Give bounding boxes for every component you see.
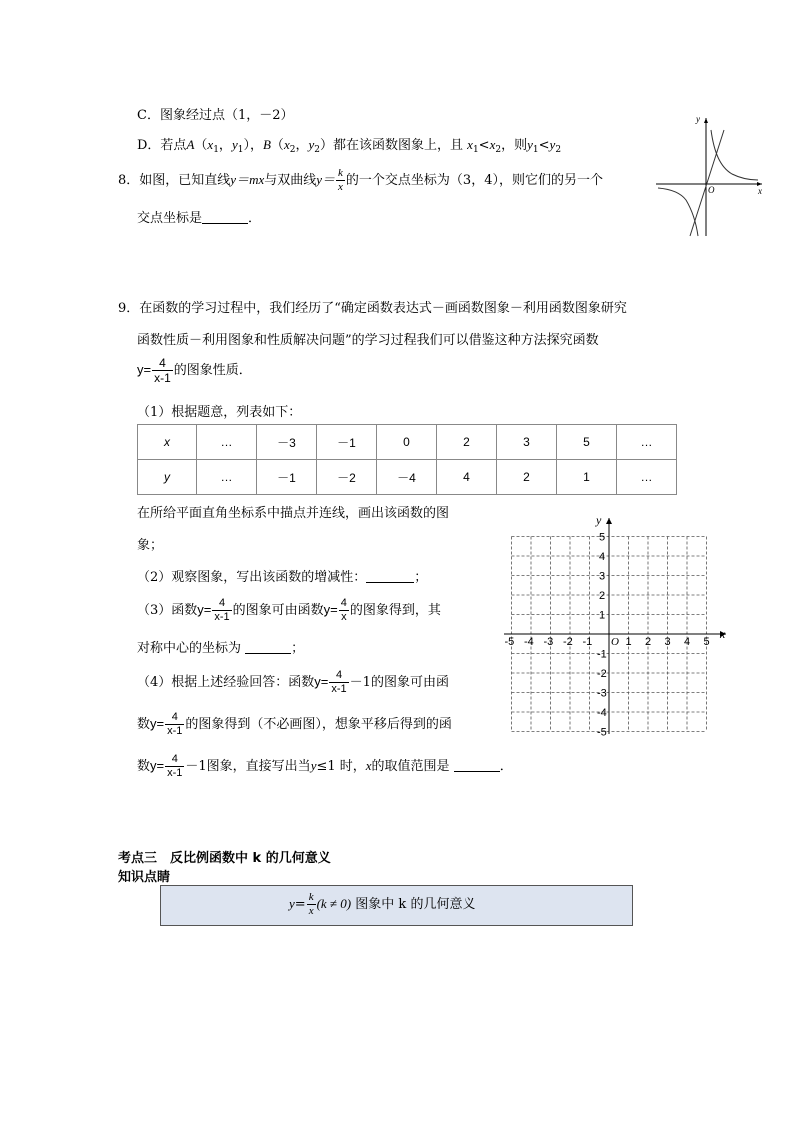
x-axis-label: x xyxy=(758,186,762,196)
answer-blank[interactable] xyxy=(202,211,248,224)
q9-part1c: 象； xyxy=(137,538,164,553)
q9-part4-line3: 数y= $\frac{4}{x-1}$ －1图象，直接写出当y≤1 时，x的取值范围是 ． xyxy=(137,753,513,779)
section-title: 考点三 反比例函数中 k 的几何意义 xyxy=(118,851,331,866)
y-tick-label: -5 xyxy=(597,726,607,738)
x-tick-label: -5 xyxy=(504,636,515,648)
y-tick-label: -1 xyxy=(597,648,607,661)
x-tick-labels xyxy=(505,636,710,648)
hyperbola-branch-1 xyxy=(711,130,758,180)
x-tick-label: 2 xyxy=(645,636,652,648)
origin-label: O xyxy=(708,185,715,195)
y-tick-label: 3 xyxy=(599,570,606,583)
q8-line2: 交点坐标是 ． xyxy=(137,211,262,226)
x-tick-label: -4 xyxy=(524,636,534,648)
x-axis-label: x xyxy=(720,627,726,641)
q7-option-c: C．图象经过点（1，－2） xyxy=(137,108,294,123)
x-tick-label: -2 xyxy=(563,636,573,648)
y-tick-label: 5 xyxy=(599,531,606,544)
section-subtitle: 知识点睛 xyxy=(118,870,171,885)
fraction-k-over-x: $\frac{k}{x}$ xyxy=(338,167,343,193)
y-tick-labels xyxy=(597,532,607,739)
q9-intro-line3: y= $\frac{4}{x-1}$ 的图象性质． xyxy=(137,356,252,385)
y-tick-label: 1 xyxy=(599,609,606,622)
origin-label: O xyxy=(611,636,619,648)
table-row-x: x … －3 －1 0 2 3 5 … xyxy=(138,425,677,460)
y-tick-label: -3 xyxy=(597,687,607,700)
q9-intro-line2: 函数性质－利用图象和性质解决问题”的学习过程我们可以借鉴这种方法探究函数 xyxy=(137,333,599,348)
line-y-mx xyxy=(690,130,724,236)
y-tick-label: 4 xyxy=(599,551,606,563)
knowledge-box-content: y= $\frac{k}{x}$ (k ≠ 0) 图象中 k 的几何意义 xyxy=(289,891,476,917)
x-tick-label: 1 xyxy=(625,636,632,648)
knowledge-box xyxy=(160,885,633,926)
y-tick-label: 2 xyxy=(599,590,606,602)
answer-blank[interactable] xyxy=(366,570,414,583)
q9-intro-line1: 9．在函数的学习过程中，我们经历了“确定函数表达式－画函数图象－利用函数图象研究 xyxy=(118,301,627,316)
q9-part4-line2: 数y= $\frac{4}{x-1}$ 的图象得到（不必画图），想象平移后得到的函 xyxy=(137,711,452,737)
value-table xyxy=(137,424,677,495)
x-tick-label: 3 xyxy=(664,636,671,648)
answer-blank[interactable] xyxy=(454,759,500,772)
x-tick-label: -1 xyxy=(582,636,593,648)
q9-part3-line1: （3）函数y= $\frac{4}{x-1}$ 的图象可由函数y= $\frac{4}{x}$ 的图象得到，其 xyxy=(137,597,441,623)
q9-part2: （2）观察图象，写出该函数的增减性： ； xyxy=(137,570,428,585)
q7-option-d: D．若点$A(x_1$，$y_1$），$B(x_2$，$y_2$）都在该函数图象上，且 $x_1<x_2$，则$y_1<y_2$ xyxy=(137,137,562,155)
q9-coordinate-grid xyxy=(500,510,732,738)
q8-line1: 8．如图，已知直线y＝mx与双曲线y＝ $\frac{k}{x}$ 的一个交点坐标为（3，4），则它们的另一个 xyxy=(118,167,603,193)
q9-part3-line2: 对称中心的坐标为 ； xyxy=(137,641,305,656)
q9-part4-line1: （4）根据上述经验回答：函数y= $\frac{4}{x-1}$ －1的图象可由函 xyxy=(137,669,449,695)
q8-graph xyxy=(654,112,766,238)
x-tick-label: -3 xyxy=(543,636,554,648)
x-tick-label: 5 xyxy=(703,636,710,648)
y-tick-label: -2 xyxy=(597,668,607,680)
answer-blank[interactable] xyxy=(245,641,291,654)
x-tick-label: 4 xyxy=(684,636,691,648)
q9-part1b: 在所给平面直角坐标系中描点并连线，画出该函数的图 xyxy=(137,506,450,521)
q9-part1: （1）根据题意，列表如下： xyxy=(137,405,302,420)
y-axis-label: y xyxy=(696,114,700,124)
y-tick-label: -4 xyxy=(597,707,607,719)
y-axis-label: y xyxy=(596,513,602,527)
table-row-y: y … －1 －2 －4 4 2 1 … xyxy=(138,460,677,495)
